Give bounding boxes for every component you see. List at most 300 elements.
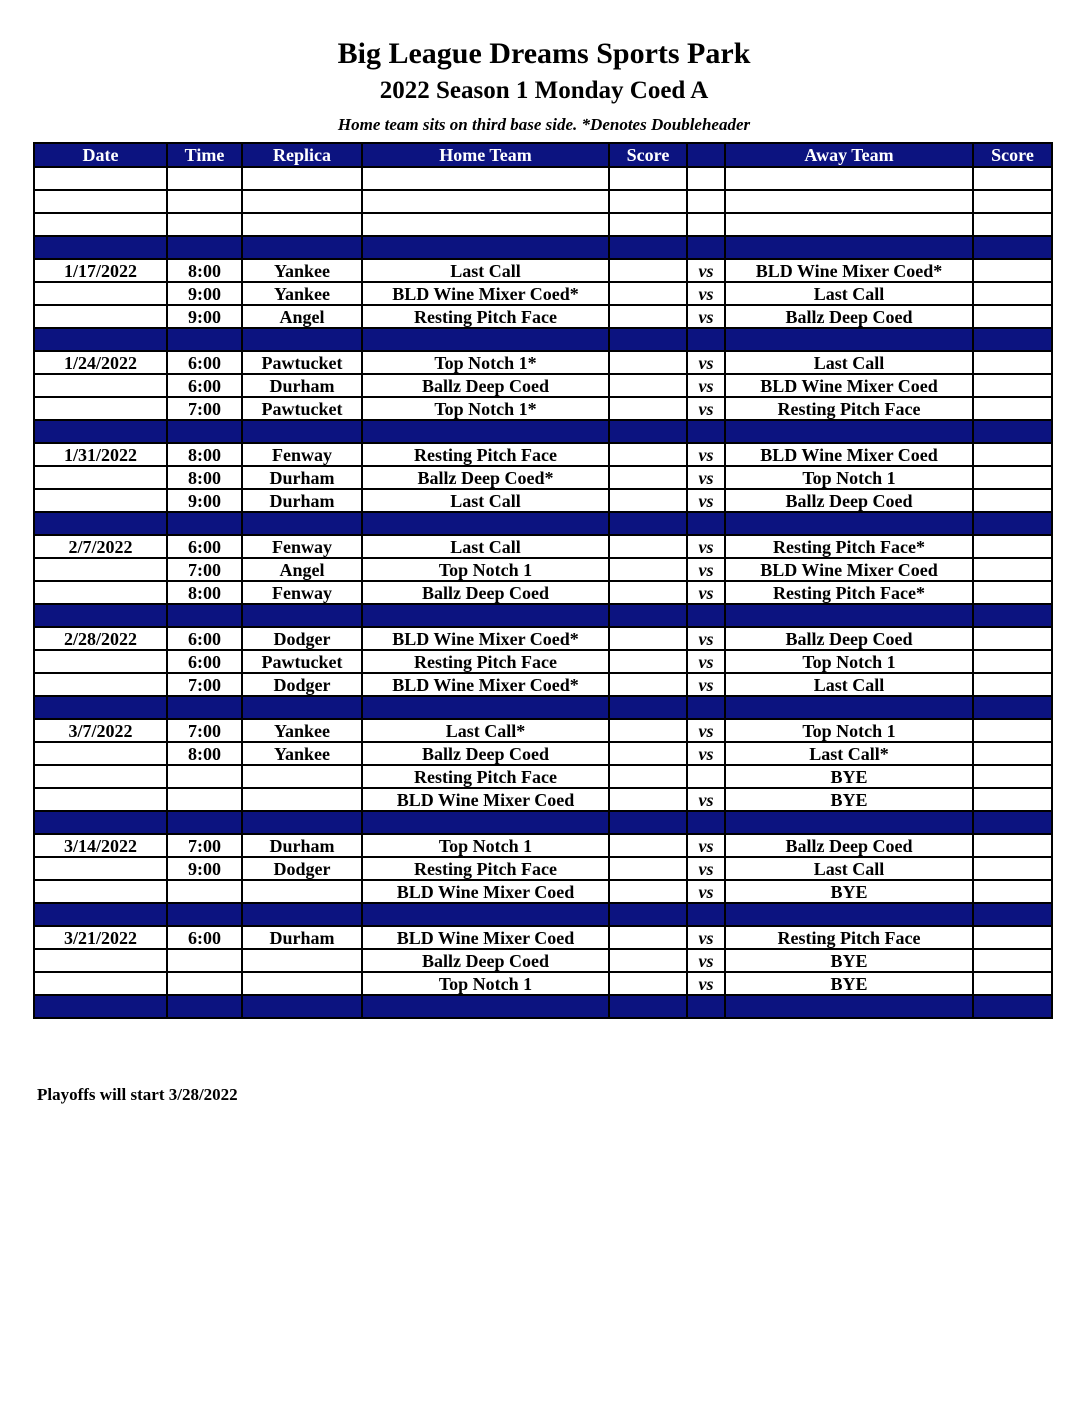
game-row [34,857,1052,880]
time-cell: 7:00 [167,397,242,420]
vs-cell: vs [687,259,725,282]
time-cell: 7:00 [167,834,242,857]
home-team-cell: BLD Wine Mixer Coed* [362,673,609,696]
vs-cell: vs [687,742,725,765]
away-score-cell [973,926,1052,949]
game-row [34,650,1052,673]
away-team-cell: Last Call [725,673,973,696]
time-cell [167,604,242,627]
vs-cell: vs [687,857,725,880]
away-team-cell: BYE [725,788,973,811]
away-team-cell: BLD Wine Mixer Coed* [725,259,973,282]
home-team-cell: Ballz Deep Coed [362,949,609,972]
home-score-cell [609,765,687,788]
home-team-cell: Last Call [362,489,609,512]
away-score-cell [973,420,1052,443]
replica-cell: Durham [242,466,362,489]
time-cell: 7:00 [167,558,242,581]
home-team-cell [362,696,609,719]
replica-cell [242,604,362,627]
away-score-cell [973,282,1052,305]
vs-cell [687,903,725,926]
time-cell: 8:00 [167,259,242,282]
home-score-cell [609,282,687,305]
away-team-cell [725,696,973,719]
date-cell [34,811,167,834]
away-score-cell [973,167,1052,190]
date-cell: 3/7/2022 [34,719,167,742]
away-team-cell [725,236,973,259]
away-score-cell [973,190,1052,213]
time-cell: 6:00 [167,926,242,949]
away-score-cell [973,903,1052,926]
vs-cell: vs [687,489,725,512]
replica-cell [242,972,362,995]
vs-cell: vs [687,305,725,328]
replica-cell [242,328,362,351]
home-team-cell [362,328,609,351]
away-score-cell [973,558,1052,581]
vs-cell: vs [687,535,725,558]
replica-cell: Durham [242,374,362,397]
home-score-cell [609,581,687,604]
time-cell [167,190,242,213]
home-score-cell [609,328,687,351]
away-team-cell: Last Call* [725,742,973,765]
date-cell [34,512,167,535]
vs-cell [687,420,725,443]
date-cell [34,696,167,719]
away-score-cell [973,742,1052,765]
away-team-cell [725,213,973,236]
away-team-cell [725,604,973,627]
home-team-cell [362,167,609,190]
vs-cell [687,604,725,627]
game-row [34,627,1052,650]
home-score-cell [609,719,687,742]
date-cell [34,489,167,512]
home-score-cell [609,811,687,834]
vs-cell: vs [687,627,725,650]
game-row [34,282,1052,305]
time-cell: 6:00 [167,351,242,374]
vs-cell: vs [687,650,725,673]
vs-cell [687,328,725,351]
replica-cell [242,788,362,811]
home-team-cell [362,213,609,236]
week-separator-row [34,420,1052,443]
date-cell [34,880,167,903]
replica-cell: Durham [242,489,362,512]
replica-cell: Yankee [242,259,362,282]
home-team-cell: Last Call [362,535,609,558]
date-cell [34,190,167,213]
vs-cell: vs [687,788,725,811]
vs-cell [687,190,725,213]
time-cell [167,903,242,926]
date-cell [34,374,167,397]
home-team-cell [362,190,609,213]
home-team-cell: Resting Pitch Face [362,857,609,880]
schedule-table [33,142,1053,1019]
home-score-cell [609,259,687,282]
date-cell [34,236,167,259]
away-score-cell [973,512,1052,535]
date-cell [34,650,167,673]
away-score-cell [973,995,1052,1018]
col-header-date: Date [34,143,167,167]
away-team-cell: Last Call [725,351,973,374]
vs-cell: vs [687,351,725,374]
time-cell [167,880,242,903]
blank-row [34,167,1052,190]
replica-cell: Durham [242,834,362,857]
home-team-cell [362,236,609,259]
away-team-cell: BYE [725,949,973,972]
week-separator-row [34,328,1052,351]
replica-cell [242,420,362,443]
col-header-replica: Replica [242,143,362,167]
replica-cell: Fenway [242,581,362,604]
away-score-cell [973,949,1052,972]
home-score-cell [609,236,687,259]
vs-cell: vs [687,466,725,489]
blank-row [34,213,1052,236]
replica-cell [242,949,362,972]
away-score-cell [973,374,1052,397]
game-row [34,673,1052,696]
replica-cell [242,995,362,1018]
away-team-cell: Top Notch 1 [725,466,973,489]
replica-cell [242,880,362,903]
replica-cell [242,167,362,190]
game-row [34,972,1052,995]
vs-cell [687,236,725,259]
home-score-cell [609,857,687,880]
date-cell [34,581,167,604]
vs-cell [687,213,725,236]
away-score-cell [973,650,1052,673]
away-score-cell [973,489,1052,512]
game-row [34,719,1052,742]
date-cell [34,282,167,305]
time-cell [167,949,242,972]
week-separator-row [34,512,1052,535]
home-score-cell [609,397,687,420]
away-score-cell [973,604,1052,627]
game-row [34,535,1052,558]
away-score-cell [973,259,1052,282]
replica-cell: Yankee [242,742,362,765]
vs-cell: vs [687,834,725,857]
schedule-note: Home team sits on third base side. *Denotes Doubleheader [337,115,751,134]
home-score-cell [609,650,687,673]
schedule-body [34,167,1052,1018]
away-score-cell [973,673,1052,696]
week-separator-row [34,995,1052,1018]
home-team-cell: BLD Wine Mixer Coed [362,788,609,811]
vs-cell [687,512,725,535]
date-cell [34,972,167,995]
date-cell: 1/17/2022 [34,259,167,282]
home-team-cell: Ballz Deep Coed* [362,466,609,489]
home-team-cell: Last Call [362,259,609,282]
date-cell [34,604,167,627]
date-cell: 3/21/2022 [34,926,167,949]
away-score-cell [973,213,1052,236]
away-score-cell [973,466,1052,489]
time-cell [167,696,242,719]
away-score-cell [973,788,1052,811]
away-team-cell: BLD Wine Mixer Coed [725,558,973,581]
vs-cell: vs [687,926,725,949]
replica-cell: Yankee [242,719,362,742]
date-cell [34,788,167,811]
away-score-cell [973,305,1052,328]
replica-cell: Durham [242,926,362,949]
time-cell [167,167,242,190]
away-team-cell: BYE [725,765,973,788]
game-row [34,949,1052,972]
vs-cell: vs [687,972,725,995]
game-row [34,305,1052,328]
replica-cell [242,765,362,788]
home-team-cell: Ballz Deep Coed [362,581,609,604]
vs-cell: vs [687,282,725,305]
away-score-cell [973,880,1052,903]
home-score-cell [609,742,687,765]
game-row [34,374,1052,397]
time-cell: 6:00 [167,650,242,673]
vs-cell [687,995,725,1018]
replica-cell: Fenway [242,535,362,558]
game-row [34,765,1052,788]
time-cell [167,788,242,811]
home-team-cell: BLD Wine Mixer Coed [362,926,609,949]
away-score-cell [973,719,1052,742]
col-header-vs [687,143,725,167]
home-score-cell [609,190,687,213]
home-score-cell [609,420,687,443]
game-row [34,489,1052,512]
date-cell [34,466,167,489]
home-team-cell: Top Notch 1 [362,972,609,995]
game-row [34,259,1052,282]
time-cell [167,765,242,788]
vs-cell: vs [687,581,725,604]
home-team-cell: Resting Pitch Face [362,443,609,466]
away-score-cell [973,972,1052,995]
home-team-cell: Top Notch 1* [362,397,609,420]
home-team-cell: Top Notch 1* [362,351,609,374]
away-score-cell [973,765,1052,788]
home-score-cell [609,903,687,926]
home-score-cell [609,167,687,190]
home-score-cell [609,305,687,328]
replica-cell: Dodger [242,673,362,696]
date-cell [34,213,167,236]
home-score-cell [609,374,687,397]
game-row [34,581,1052,604]
home-team-cell [362,512,609,535]
away-team-cell: Ballz Deep Coed [725,627,973,650]
game-row [34,742,1052,765]
vs-cell [687,765,725,788]
time-cell: 9:00 [167,857,242,880]
home-score-cell [609,949,687,972]
away-team-cell: Ballz Deep Coed [725,305,973,328]
replica-cell: Pawtucket [242,650,362,673]
time-cell: 9:00 [167,282,242,305]
vs-cell [687,811,725,834]
home-team-cell: Top Notch 1 [362,834,609,857]
vs-cell: vs [687,880,725,903]
time-cell [167,972,242,995]
away-score-cell [973,696,1052,719]
time-cell: 6:00 [167,374,242,397]
away-score-cell [973,834,1052,857]
home-team-cell: Resting Pitch Face [362,305,609,328]
away-score-cell [973,397,1052,420]
home-team-cell [362,420,609,443]
date-cell [34,857,167,880]
game-row [34,351,1052,374]
date-cell [34,328,167,351]
table-header-row [34,143,1052,167]
home-team-cell [362,604,609,627]
game-row [34,443,1052,466]
time-cell [167,811,242,834]
time-cell: 7:00 [167,719,242,742]
vs-cell: vs [687,719,725,742]
date-cell: 1/24/2022 [34,351,167,374]
date-cell [34,420,167,443]
away-team-cell [725,811,973,834]
away-team-cell [725,995,973,1018]
replica-cell [242,512,362,535]
away-team-cell: BYE [725,972,973,995]
col-header-time: Time [167,143,242,167]
away-score-cell [973,328,1052,351]
time-cell [167,236,242,259]
time-cell: 7:00 [167,673,242,696]
replica-cell: Angel [242,558,362,581]
col-header-away-team: Away Team [725,143,973,167]
home-score-cell [609,788,687,811]
date-cell [34,742,167,765]
col-header-home-team: Home Team [362,143,609,167]
game-row [34,466,1052,489]
week-separator-row [34,811,1052,834]
away-team-cell [725,167,973,190]
time-cell [167,420,242,443]
replica-cell [242,213,362,236]
away-team-cell: Ballz Deep Coed [725,489,973,512]
page-title: Big League Dreams Sports Park [337,37,751,70]
date-cell [34,903,167,926]
replica-cell: Angel [242,305,362,328]
time-cell: 8:00 [167,581,242,604]
away-team-cell [725,512,973,535]
vs-cell: vs [687,673,725,696]
date-cell [34,995,167,1018]
date-cell [34,397,167,420]
away-team-cell: Last Call [725,282,973,305]
week-separator-row [34,696,1052,719]
home-team-cell: Resting Pitch Face [362,765,609,788]
date-cell: 1/31/2022 [34,443,167,466]
away-team-cell: Top Notch 1 [725,650,973,673]
away-team-cell [725,190,973,213]
away-team-cell: Resting Pitch Face* [725,581,973,604]
home-score-cell [609,512,687,535]
time-cell: 8:00 [167,466,242,489]
date-cell [34,765,167,788]
replica-cell: Yankee [242,282,362,305]
date-cell [34,167,167,190]
replica-cell [242,696,362,719]
time-cell: 8:00 [167,742,242,765]
date-cell [34,673,167,696]
replica-cell: Pawtucket [242,397,362,420]
away-team-cell: BLD Wine Mixer Coed [725,374,973,397]
week-separator-row [34,236,1052,259]
replica-cell [242,236,362,259]
time-cell: 9:00 [167,305,242,328]
away-team-cell: Resting Pitch Face [725,397,973,420]
date-cell: 2/28/2022 [34,627,167,650]
home-score-cell [609,880,687,903]
vs-cell: vs [687,443,725,466]
away-team-cell: BLD Wine Mixer Coed [725,443,973,466]
vs-cell: vs [687,397,725,420]
game-row [34,397,1052,420]
playoffs-note: Playoffs will start 3/28/2022 [37,1085,238,1104]
replica-cell [242,903,362,926]
page-subtitle: 2022 Season 1 Monday Coed A [379,77,709,104]
time-cell [167,213,242,236]
away-score-cell [973,535,1052,558]
week-separator-row [34,604,1052,627]
replica-cell [242,811,362,834]
week-separator-row [34,903,1052,926]
home-score-cell [609,604,687,627]
away-team-cell: Top Notch 1 [725,719,973,742]
time-cell: 6:00 [167,627,242,650]
home-score-cell [609,673,687,696]
col-header-home-score: Score [609,143,687,167]
home-team-cell [362,995,609,1018]
home-score-cell [609,443,687,466]
home-score-cell [609,926,687,949]
vs-cell: vs [687,374,725,397]
away-team-cell: Last Call [725,857,973,880]
vs-cell: vs [687,949,725,972]
home-score-cell [609,627,687,650]
away-team-cell: Resting Pitch Face [725,926,973,949]
away-team-cell: Ballz Deep Coed [725,834,973,857]
home-score-cell [609,972,687,995]
vs-cell [687,696,725,719]
home-team-cell: Top Notch 1 [362,558,609,581]
replica-cell: Dodger [242,627,362,650]
home-team-cell: BLD Wine Mixer Coed* [362,627,609,650]
home-score-cell [609,535,687,558]
time-cell [167,995,242,1018]
away-score-cell [973,236,1052,259]
away-score-cell [973,351,1052,374]
away-team-cell: Resting Pitch Face* [725,535,973,558]
